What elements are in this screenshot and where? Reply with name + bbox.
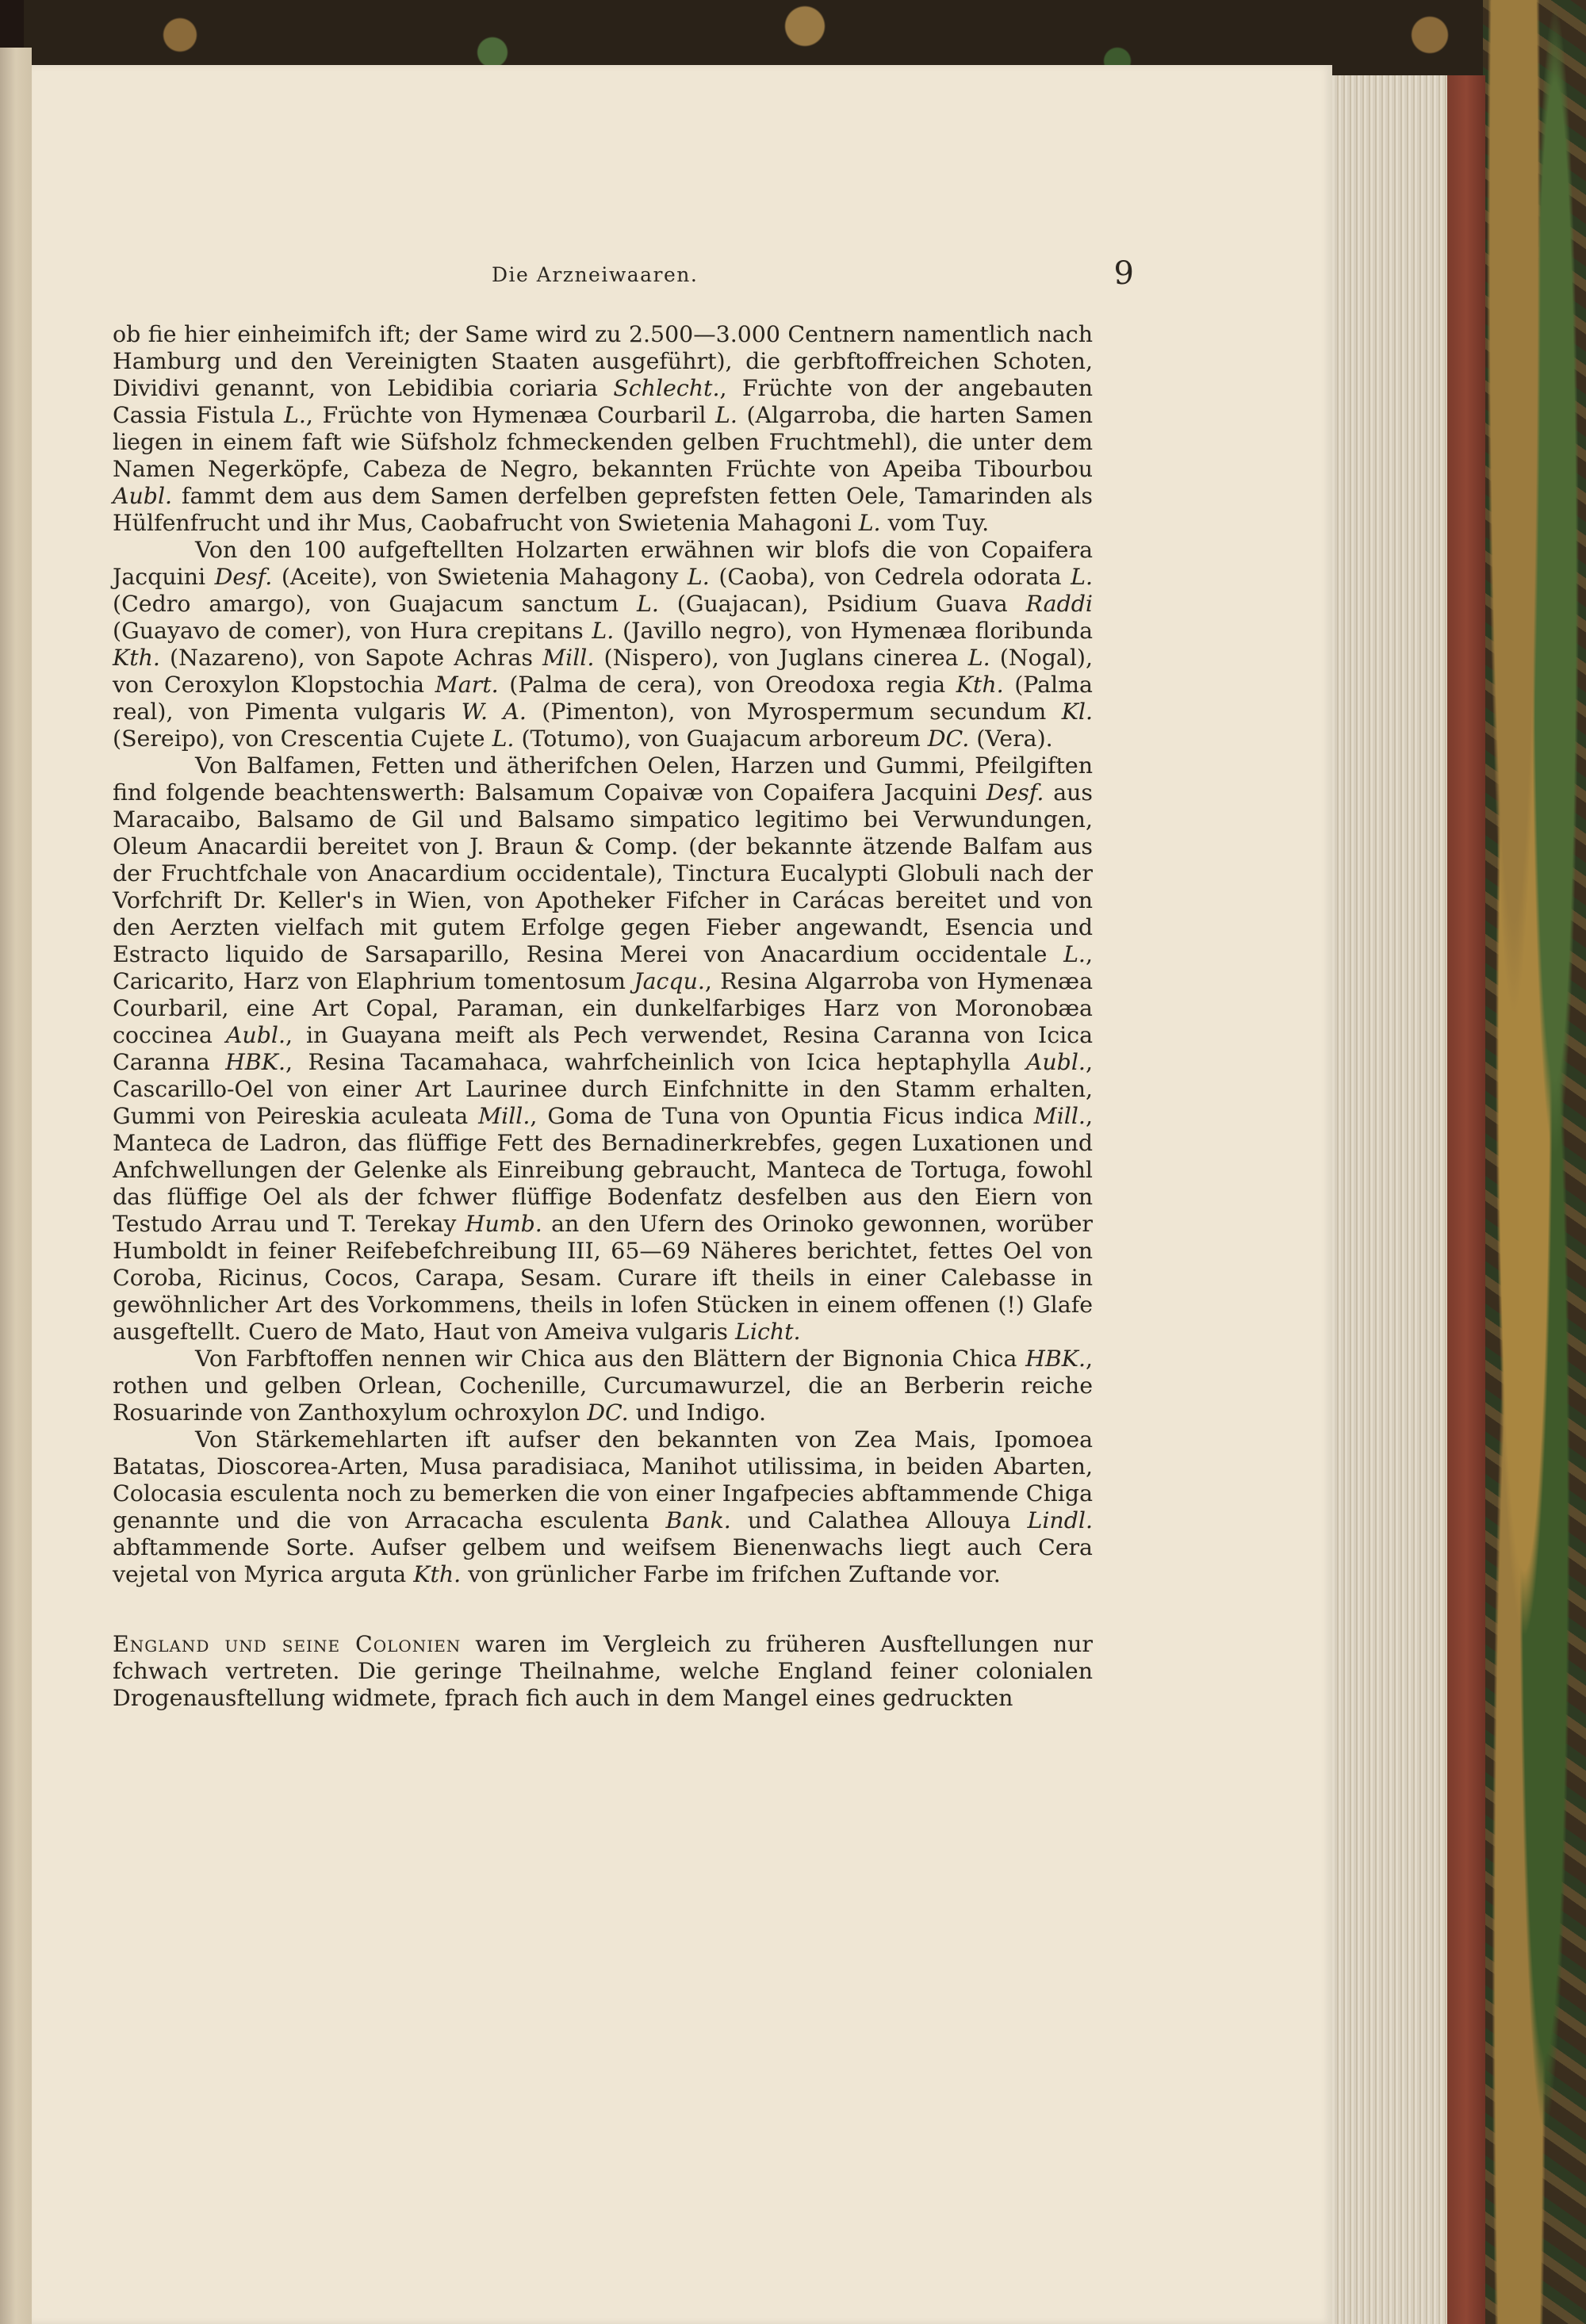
page-number: 9 bbox=[1113, 255, 1134, 292]
text-run: (Palma de cera), von Oreodoxa regia bbox=[498, 672, 956, 698]
page-block-edge bbox=[1320, 75, 1449, 2324]
text-run: (Cedro amargo), von Guajacum sanctum bbox=[113, 591, 637, 617]
text-run: (Vera). bbox=[969, 726, 1053, 752]
italic-text: Jacqu. bbox=[634, 968, 705, 994]
italic-text: Desf. bbox=[986, 779, 1044, 806]
text-run: (Palma real), von Pimenta vulgaris bbox=[113, 672, 1093, 725]
text-run: , rothen und gelben Orlean, Cochenille, Curcumawurzel, die an Berberin reiche Rosuarinde von Zanthoxylum ochroxylon bbox=[113, 1346, 1093, 1426]
italic-text: Kl. bbox=[1061, 699, 1094, 725]
paragraph bbox=[113, 321, 1093, 537]
text-run: (Nispero), von Juglans cinerea bbox=[594, 645, 968, 671]
text-run: , Caricarito, Harz von Elaphrium tomentosum bbox=[113, 941, 1093, 994]
italic-text: DC. bbox=[927, 726, 970, 752]
text-run: von grünlicher Farbe im frifchen Zuftande vor. bbox=[461, 1561, 1001, 1587]
italic-text: L. bbox=[492, 726, 515, 752]
italic-text: Bank. bbox=[665, 1507, 731, 1533]
text-run: , Früchte von der angebauten Cassia Fistula bbox=[113, 375, 1093, 428]
text-run: ob fie hier einheimifch ift; der Same wird zu 2.500—3.000 Centnern namentlich nach Hamburg und den Vereinigten Staaten ausgeführt), die gerbftoffreichen Schoten, Dividivi genannt, von Lebidibia coriaria bbox=[113, 321, 1093, 401]
text-run: (Caoba), von Cedrela odorata bbox=[709, 564, 1071, 590]
italic-text: Schlecht. bbox=[613, 375, 720, 401]
text-run: (Javillo negro), von Hymenæa floribunda bbox=[614, 618, 1094, 644]
book-binding-spine bbox=[1447, 75, 1485, 2324]
facing-page-edge bbox=[0, 48, 32, 2324]
text-run: (Algarroba, die harten Samen liegen in einem faft wie Süfsholz fchmeckenden gelben Fruchtmehl), die unter dem Namen Negerköpfe, Cabeza de Negro, bekannten Früchte von Apeiba Tibourbou bbox=[113, 402, 1093, 482]
italic-text: HBK. bbox=[225, 1049, 286, 1075]
italic-text: Aubl. bbox=[113, 483, 173, 509]
section-paragraph bbox=[113, 1631, 1093, 1712]
text-run: (Aceite), von Swietenia Mahagony bbox=[272, 564, 688, 590]
text-run: Von Farbftoffen nennen wir Chica aus den Blättern der Bignonia Chica bbox=[195, 1346, 1026, 1372]
text-run: und Indigo. bbox=[628, 1399, 767, 1426]
italic-text: Humb. bbox=[465, 1211, 542, 1237]
italic-text: L. bbox=[967, 645, 990, 671]
italic-text: L. bbox=[715, 402, 737, 428]
italic-text: Raddi bbox=[1025, 591, 1093, 617]
text-run: (Totumo), von Guajacum arboreum bbox=[514, 726, 928, 752]
text-run: , Früchte von Hymenæa Courbaril bbox=[305, 402, 716, 428]
text-run: (Pimenton), von Myrospermum secundum bbox=[526, 699, 1062, 725]
text-run: , in Guayana meift als Pech verwendet, Resina Caranna von Icica Caranna bbox=[113, 1022, 1093, 1075]
text-run: abftammende Sorte. Aufser gelbem und weifsem Bienenwachs liegt auch Cera vejetal von Myrica arguta bbox=[113, 1534, 1093, 1587]
paragraph bbox=[113, 537, 1093, 752]
text-run: an den Ufern des Orinoko gewonnen, worüber Humboldt in feiner Reifebefchreibung III, 65—69 Näheres berichtet, fettes Oel von Coroba, Ricinus, Cocos, Carapa, Sesam. Curare ift theils in einer Calebasse in gewöhnlicher Art des Vorkommens, theils in lofen Stücken in einem offenen (!) Glafe ausgeftellt. Cuero de Mato, Haut von Ameiva vulgaris bbox=[113, 1211, 1093, 1345]
text-run: fammt dem aus dem Samen derfelben geprefsten fetten Oele, Tamarinden als Hülfenfrucht und ihr Mus, Caobafrucht von Swietenia Mahagoni bbox=[113, 483, 1093, 536]
text-run: Von Stärkemehlarten ift aufser den bekannten von Zea Mais, Ipomoea Batatas, Dioscorea-Arten, Musa paradisiaca, Manihot utilissima, in beiden Abarten, Colocasia esculenta noch zu bemerken die von einer Ingafpecies abftammende Chiga genannte und die von Arracacha esculenta bbox=[113, 1426, 1093, 1533]
italic-text: Mart. bbox=[435, 672, 499, 698]
italic-text: DC. bbox=[587, 1399, 629, 1426]
italic-text: Lindl. bbox=[1027, 1507, 1093, 1533]
italic-text: L. bbox=[1063, 941, 1086, 967]
italic-text: L. bbox=[636, 591, 659, 617]
paragraph bbox=[113, 752, 1093, 1346]
paragraph bbox=[113, 1346, 1093, 1426]
page-header bbox=[111, 255, 1134, 295]
text-run: Von Balfamen, Fetten und ätherifchen Oelen, Harzen und Gummi, Pfeilgiften find folgende beachtenswerth: Balsamum Copaivæ von Copaifera Jacquini bbox=[113, 752, 1093, 806]
italic-text: Aubl. bbox=[1025, 1049, 1086, 1075]
italic-text: L. bbox=[592, 618, 615, 644]
text-run: (Nazareno), von Sapote Achras bbox=[159, 645, 543, 671]
italic-text: Kth. bbox=[413, 1561, 462, 1587]
italic-text: Mill. bbox=[1033, 1103, 1086, 1129]
italic-text: Kth. bbox=[956, 672, 1004, 698]
text-run: , Manteca de Ladron, das flüffige Fett des Bernadinerkrebfes, gegen Luxationen und Anfchwellungen der Gelenke als Einreibung gebraucht, Manteca de Tortuga, fowohl das flüffige Oel als der fchwer flüffige Bodenfatz desfelben aus den Eiern von Testudo Arrau und T. Terekay bbox=[113, 1103, 1093, 1237]
text-run: waren im Vergleich zu früheren Ausftellungen nur fchwach vertreten. Die geringe Theilnahme, welche England feiner colonialen Drogenausftellung widmete, fprach fich auch in dem Mangel eines gedruckten bbox=[113, 1631, 1093, 1711]
paragraph bbox=[113, 1426, 1093, 1588]
text-run: Von den 100 aufgeftellten Holzarten erwähnen wir blofs die von Copaifera Jacquini bbox=[113, 537, 1093, 590]
text-run: (Guayavo de comer), von Hura crepitans bbox=[113, 618, 592, 644]
text-run: , Cascarillo-Oel von einer Art Laurinee durch Einfchnitte in den Stamm erhalten, Gummi von Peireskia aculeata bbox=[113, 1049, 1093, 1129]
italic-text: Aubl. bbox=[225, 1022, 285, 1048]
body-text bbox=[113, 321, 1093, 1712]
italic-text: L. bbox=[858, 510, 881, 536]
text-run: (Nogal), von Ceroxylon Klopstochia bbox=[113, 645, 1094, 698]
italic-text: Mill. bbox=[478, 1103, 531, 1129]
text-run: und Calathea Allouya bbox=[730, 1507, 1028, 1533]
smallcaps-heading: England und seine Colonien bbox=[113, 1631, 462, 1657]
italic-text: L. bbox=[283, 402, 306, 428]
italic-text: Kth. bbox=[113, 645, 160, 671]
italic-text: W. A. bbox=[461, 699, 527, 725]
italic-text: Desf. bbox=[214, 564, 273, 590]
running-head: Die Arzneiwaaren. bbox=[492, 263, 699, 286]
italic-text: L. bbox=[687, 564, 710, 590]
text-run: vom Tuy. bbox=[880, 510, 990, 536]
text-run: (Sereipo), von Crescentia Cujete bbox=[113, 726, 492, 752]
text-run: , Resina Tacamahaca, wahrfcheinlich von Icica heptaphylla bbox=[285, 1049, 1026, 1075]
text-run: aus Maracaibo, Balsamo de Gil und Balsamo simpatico legitimo bei Verwundungen, Oleum Anacardii bereitet von J. Braun & Comp. (der bekannte ätzende Balfam aus der Fruchtfchale von Anacardium occidentale), Tinctura Eucalypti Globuli nach der Vorfchrift Dr. Keller's in Wien, von Apotheker Fifcher in Carácas bereitet und von den Aerzten vielfach mit gutem Erfolge gegen Fieber angewandt, Esencia und Estracto liquido de Sarsaparillo, Resina Merei von Anacardium occidentale bbox=[113, 779, 1094, 967]
book-cover-marbled-edge-right bbox=[1483, 0, 1586, 2324]
italic-text: HBK. bbox=[1025, 1346, 1086, 1372]
text-run: , Goma de Tuna von Opuntia Ficus indica bbox=[530, 1103, 1034, 1129]
italic-text: Licht. bbox=[735, 1319, 801, 1345]
italic-text: Mill. bbox=[542, 645, 595, 671]
italic-text: L. bbox=[1071, 564, 1094, 590]
text-run: , Resina Algarroba von Hymenæa Courbaril, eine Art Copal, Paraman, ein dunkelfarbiges Harz von Moronobæa coccinea bbox=[113, 968, 1093, 1048]
text-run: (Guajacan), Psidium Guava bbox=[658, 591, 1026, 617]
